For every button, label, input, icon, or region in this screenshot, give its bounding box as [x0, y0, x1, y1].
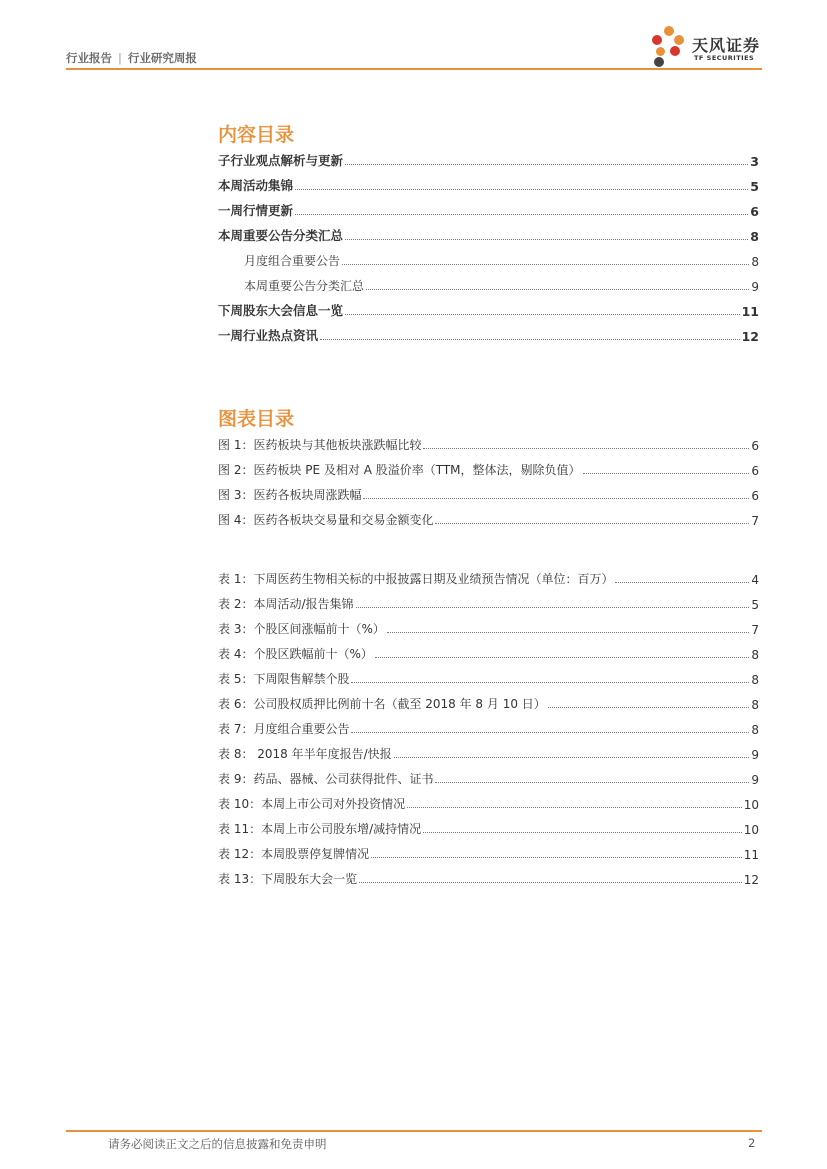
dot-leader: [375, 656, 750, 658]
table-item-page: 12: [743, 873, 759, 887]
dot-leader: [345, 163, 748, 165]
figure-item-text: 图 2：医药板块 PE 及相对 A 股溢价率（TTM，整体法，剔除负值）: [218, 463, 581, 477]
dot-leader: [423, 831, 742, 833]
toc-item-page: 12: [741, 329, 759, 344]
dot-leader: [351, 681, 749, 683]
toc-item-text: 月度组合重要公告: [244, 254, 341, 268]
table-item[interactable]: [218, 821, 759, 837]
toc-item-text: 本周重要公告分类汇总: [218, 228, 344, 243]
logo-english-name: TF SECURITIES: [694, 54, 755, 62]
toc-item-page: 8: [751, 255, 759, 269]
dot-leader: [435, 781, 749, 783]
table-item[interactable]: [218, 871, 759, 887]
table-item-page: 8: [751, 648, 759, 662]
dot-leader: [342, 263, 749, 265]
dot-leader: [548, 706, 750, 708]
table-item-page: 8: [751, 723, 759, 737]
toc-item-page: 5: [750, 179, 759, 194]
table-item[interactable]: [218, 671, 759, 687]
toc-item-text: 本周活动集锦: [218, 178, 294, 193]
toc-item[interactable]: [218, 203, 759, 219]
footer-divider: [66, 1130, 762, 1132]
table-item-text: 表 9：药品、器械、公司获得批件、证书: [218, 772, 434, 786]
table-item-page: 4: [751, 573, 759, 587]
toc-item-page: 8: [750, 229, 759, 244]
table-item[interactable]: [218, 696, 759, 712]
table-item-text: 表 4：个股区跌幅前十（%）: [218, 647, 373, 661]
table-item[interactable]: [218, 771, 759, 787]
figure-item-page: 6: [751, 489, 759, 503]
dot-leader: [387, 631, 750, 633]
table-item-text: 表 3：个股区间涨幅前十（%）: [218, 622, 385, 636]
dot-leader: [345, 313, 740, 315]
table-item-page: 8: [751, 673, 759, 687]
figure-item-page: 6: [751, 464, 759, 478]
table-item[interactable]: [218, 646, 759, 662]
table-item-text: 表 10：本周上市公司对外投资情况: [218, 797, 406, 811]
table-item[interactable]: [218, 796, 759, 812]
header-separator: |: [118, 51, 122, 65]
dot-leader: [295, 188, 748, 190]
figure-item-text: 图 4：医药各板块交易量和交易金额变化: [218, 513, 434, 527]
table-item-text: 表 6：公司股权质押比例前十名（截至 2018 年 8 月 10 日）: [218, 697, 546, 711]
report-category: [66, 50, 197, 66]
page-number: 2: [748, 1136, 756, 1150]
figure-item[interactable]: [218, 462, 759, 478]
dot-leader: [371, 856, 742, 858]
figure-item-text: 图 1：医药板块与其他板块涨跌幅比较: [218, 438, 422, 452]
table-item-page: 10: [743, 798, 759, 812]
table-item-text: 表 2：本周活动/报告集锦: [218, 597, 354, 611]
table-item-page: 11: [743, 848, 759, 862]
dot-leader: [363, 497, 749, 499]
table-item-text: 表 11：本周上市公司股东增/减持情况: [218, 822, 422, 836]
company-logo: [650, 24, 766, 68]
toc-item-text: 一周行情更新: [218, 203, 294, 218]
table-item[interactable]: [218, 746, 759, 762]
table-item-page: 9: [751, 773, 759, 787]
table-item-page: 5: [751, 598, 759, 612]
dot-leader: [423, 447, 749, 449]
dot-leader: [435, 522, 749, 524]
report-type: 行业报告: [66, 51, 112, 65]
dot-leader: [356, 606, 750, 608]
toc-item[interactable]: [218, 178, 759, 194]
header-divider: [66, 68, 762, 70]
logo-flower-icon: [650, 24, 690, 68]
toc-item-text: 本周重要公告分类汇总: [244, 279, 365, 293]
toc-item[interactable]: [218, 153, 759, 169]
table-item-text: 表 13：下周股东大会一览: [218, 872, 358, 886]
figure-item-page: 7: [751, 514, 759, 528]
dot-leader: [345, 238, 748, 240]
figure-item-text: 图 3：医药各板块周涨跌幅: [218, 488, 362, 502]
toc-item-text: 子行业观点解析与更新: [218, 153, 344, 168]
toc-subitem[interactable]: [244, 278, 759, 294]
table-item-page: 8: [751, 698, 759, 712]
dot-leader: [359, 881, 742, 883]
toc-subitem[interactable]: [244, 253, 759, 269]
toc-title: 内容目录: [218, 124, 295, 146]
report-subtype: 行业研究周报: [127, 51, 197, 65]
table-item-text: 表 8： 2018 年半年度报告/快报: [218, 747, 392, 761]
table-item-page: 9: [751, 748, 759, 762]
table-item-page: 7: [751, 623, 759, 637]
table-item-text: 表 5：下周限售解禁个股: [218, 672, 350, 686]
logo-chinese-name: 天风证券: [692, 36, 761, 55]
dot-leader: [407, 806, 742, 808]
figure-item-page: 6: [751, 439, 759, 453]
figure-item[interactable]: [218, 487, 759, 503]
dot-leader: [583, 472, 750, 474]
table-item-text: 表 1：下周医药生物相关标的中报披露日期及业绩预告情况（单位：百万）: [218, 572, 614, 586]
dot-leader: [351, 731, 749, 733]
table-item-page: 10: [743, 823, 759, 837]
toc-item-page: 3: [750, 154, 759, 169]
toc-item[interactable]: [218, 228, 759, 244]
figures-title: 图表目录: [218, 408, 295, 430]
toc-item-text: 一周行业热点资讯: [218, 328, 319, 343]
toc-item[interactable]: [218, 303, 759, 319]
table-item[interactable]: [218, 721, 759, 737]
dot-leader: [394, 756, 750, 758]
toc-item-text: 下周股东大会信息一览: [218, 303, 344, 318]
figure-item[interactable]: [218, 512, 759, 528]
table-item[interactable]: [218, 846, 759, 862]
dot-leader: [615, 581, 749, 583]
dot-leader: [320, 338, 740, 340]
table-item[interactable]: [218, 571, 759, 587]
table-item[interactable]: [218, 621, 759, 637]
dot-leader: [295, 213, 748, 215]
figure-item[interactable]: [218, 437, 759, 453]
toc-item[interactable]: [218, 328, 759, 344]
table-item[interactable]: [218, 596, 759, 612]
toc-item-page: 9: [751, 280, 759, 294]
dot-leader: [366, 288, 749, 290]
table-item-text: 表 7：月度组合重要公告: [218, 722, 350, 736]
table-item-text: 表 12：本周股票停复牌情况: [218, 847, 370, 861]
toc-item-page: 11: [741, 304, 759, 319]
footer-disclaimer: 请务必阅读正文之后的信息披露和免责申明: [108, 1137, 327, 1151]
toc-item-page: 6: [750, 204, 759, 219]
